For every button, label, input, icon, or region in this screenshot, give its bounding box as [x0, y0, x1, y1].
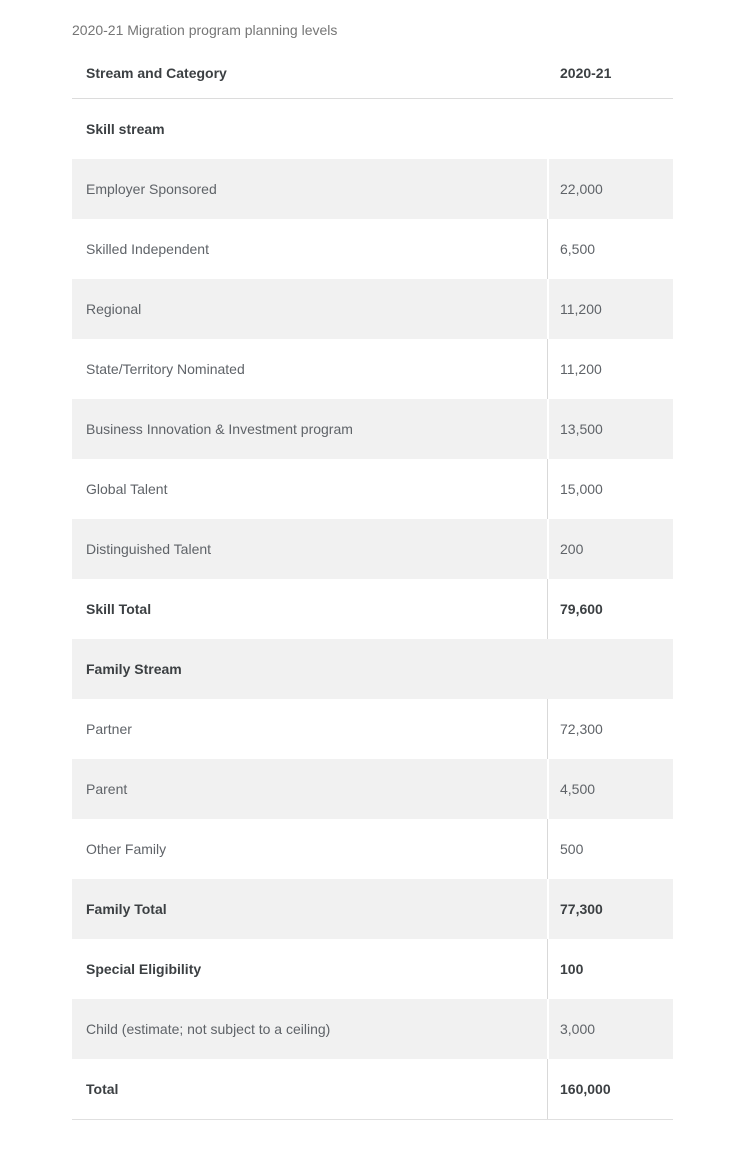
table-row: [72, 399, 673, 459]
row-label: Skilled Independent: [86, 241, 209, 257]
table-row: [72, 339, 673, 399]
row-label: State/Territory Nominated: [86, 361, 245, 377]
row-value: 160,000: [547, 1059, 673, 1119]
table-row: [72, 879, 673, 939]
row-label: Partner: [86, 721, 132, 737]
section-label: Family Stream: [86, 661, 182, 677]
row-label: Skill Total: [86, 601, 152, 617]
row-label: Parent: [86, 781, 128, 797]
table-row: [72, 219, 673, 279]
table-row: [72, 519, 673, 579]
column-header-2020-21: 2020-21: [560, 65, 612, 81]
row-label: Regional: [86, 301, 142, 317]
row-label: Special Eligibility: [86, 961, 202, 977]
row-label: Other Family: [86, 841, 167, 857]
table-row: [72, 699, 673, 759]
row-value: 6,500: [547, 219, 673, 279]
row-value: 77,300: [547, 879, 673, 939]
row-label: Child (estimate; not subject to a ceiling): [86, 1021, 331, 1037]
table-section-row: [72, 639, 673, 699]
row-label: Total: [86, 1081, 119, 1097]
row-label: Business Innovation & Investment program: [86, 421, 353, 437]
table-row: [72, 279, 673, 339]
row-value: 3,000: [547, 999, 673, 1059]
row-label: Global Talent: [86, 481, 168, 497]
table-title: 2020-21 Migration program planning levels: [72, 22, 338, 38]
row-value: 11,200: [547, 279, 673, 339]
row-label: Distinguished Talent: [86, 541, 212, 557]
row-value: 15,000: [547, 459, 673, 519]
section-label: Skill stream: [86, 121, 165, 137]
row-label: Family Total: [86, 901, 167, 917]
table-header-row: [72, 48, 673, 99]
row-value: 79,600: [547, 579, 673, 639]
table-row: [72, 939, 673, 999]
row-value: 11,200: [547, 339, 673, 399]
row-value: 22,000: [547, 159, 673, 219]
table-row: [72, 1059, 673, 1119]
row-value: 500: [547, 819, 673, 879]
table-row: [72, 759, 673, 819]
row-label: Employer Sponsored: [86, 181, 217, 197]
row-value: 72,300: [547, 699, 673, 759]
row-value: 200: [547, 519, 673, 579]
row-value: 100: [547, 939, 673, 999]
table-row: [72, 999, 673, 1059]
table-row: [72, 819, 673, 879]
row-value: 13,500: [547, 399, 673, 459]
table-row: [72, 159, 673, 219]
table-section-row: [72, 99, 673, 159]
row-value: 4,500: [547, 759, 673, 819]
column-header-stream-and-category: Stream and Category: [86, 65, 227, 81]
table-row: [72, 579, 673, 639]
migration-program-table: [72, 48, 673, 1120]
table-row: [72, 459, 673, 519]
table-body: [72, 99, 673, 1119]
